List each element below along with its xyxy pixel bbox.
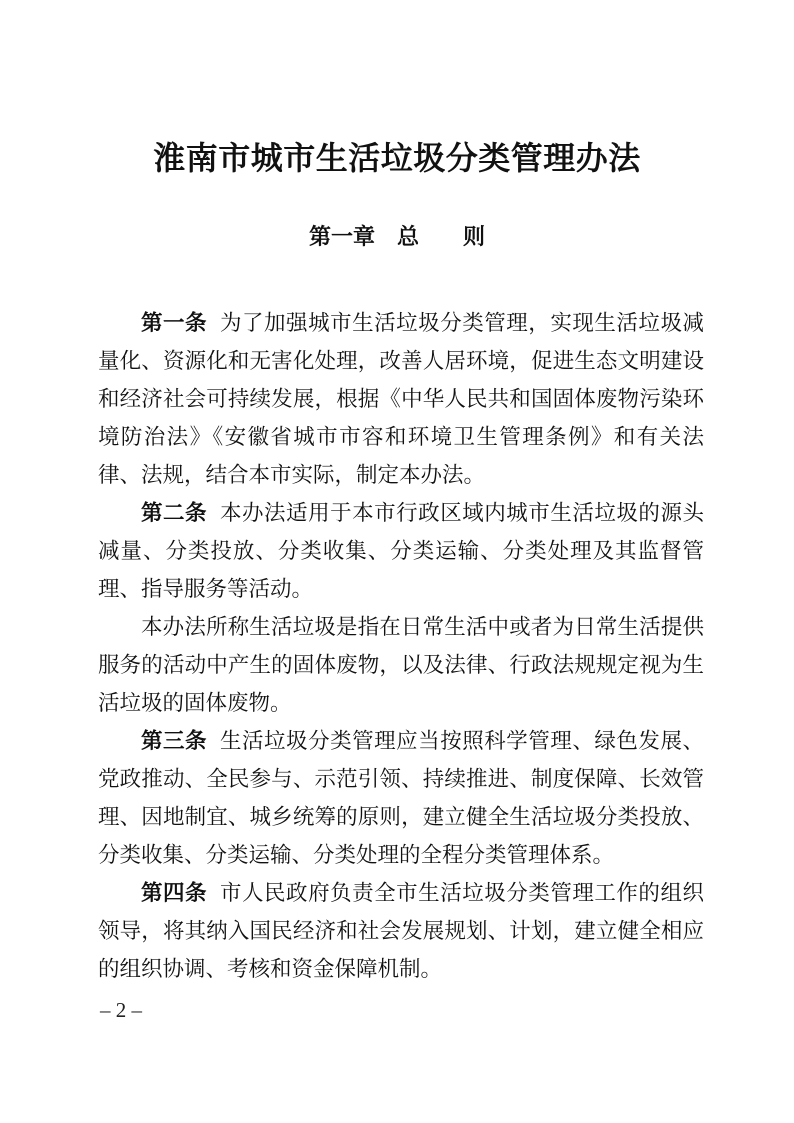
document-title: 淮南市城市生活垃圾分类管理办法 bbox=[153, 140, 641, 176]
article-paragraph-3 bbox=[98, 722, 704, 874]
article-paragraph-2 bbox=[98, 494, 704, 608]
page-number: – 2 – bbox=[100, 998, 142, 1022]
article-2-continuation-text: 本办法所称生活垃圾是指在日常生活中或者为日常生活提供服务的活动中产生的固体废物，以及法律、行政法规规定视为生活垃圾的固体废物。 bbox=[98, 615, 704, 715]
chapter-heading: 第一章 总 则 bbox=[308, 224, 485, 249]
article-2-text: 本办法适用于本市行政区域内城市生活垃圾的源头减量、分类投放、分类收集、分类运输、分类处理及其监督管理、指导服务等活动。 bbox=[98, 501, 704, 601]
article-paragraph-1 bbox=[98, 304, 704, 494]
article-paragraph-2-continuation bbox=[98, 608, 704, 722]
article-2-label: 第二条 bbox=[141, 501, 208, 525]
article-3-text: 生活垃圾分类管理应当按照科学管理、绿色发展、党政推动、全民参与、示范引领、持续推进、制度保障、长效管理、因地制宜、城乡统筹的原则，建立健全生活垃圾分类投放、分类收集、分类运输、分类处理的全程分类管理体系。 bbox=[98, 729, 704, 867]
article-4-label: 第四条 bbox=[141, 881, 208, 905]
document-body bbox=[98, 304, 704, 988]
article-1-text: 为了加强城市生活垃圾分类管理，实现生活垃圾减量化、资源化和无害化处理，改善人居环境，促进生态文明建设和经济社会可持续发展，根据《中华人民共和国固体废物污染环境防治法》《安徽省城市市容和环境卫生管理条例》和有关法律、法规，结合本市实际，制定本办法。 bbox=[98, 311, 704, 487]
article-3-label: 第三条 bbox=[141, 729, 208, 753]
article-4-text: 市人民政府负责全市生活垃圾分类管理工作的组织领导，将其纳入国民经济和社会发展规划、计划，建立健全相应的组织协调、考核和资金保障机制。 bbox=[98, 881, 704, 981]
article-1-label: 第一条 bbox=[141, 311, 208, 335]
article-paragraph-4 bbox=[98, 874, 704, 988]
